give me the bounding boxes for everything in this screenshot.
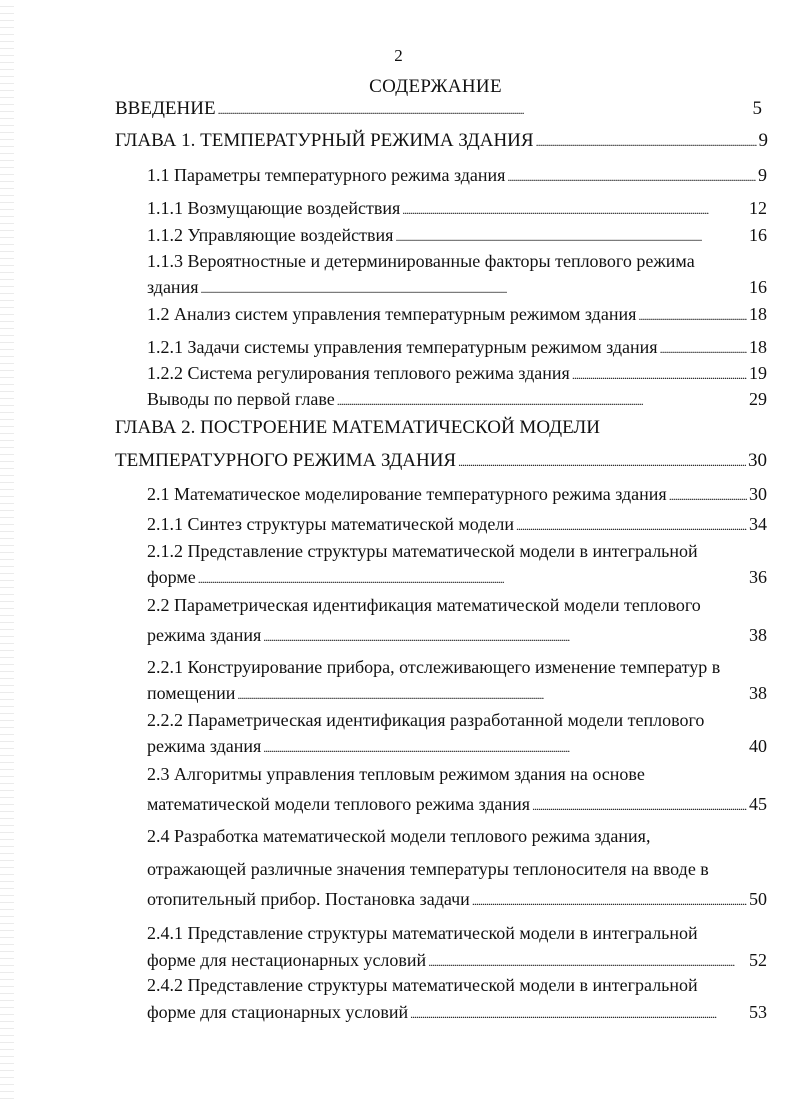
toc-entry-1-1-3 [147, 276, 767, 300]
dot-leader [536, 130, 757, 153]
toc-entry-2-1 [147, 483, 767, 507]
toc-entry-2-4-1-line1: 2.4.1 Представление структуры математической модели в интегральной [147, 923, 698, 943]
toc-entry-title: здания [147, 277, 199, 297]
toc-entry-chapter-1 [115, 130, 768, 153]
toc-entry-2-2-2 [147, 735, 767, 759]
toc-entry-title: 1.2.2 Система регулирования теплового режима здания [147, 363, 570, 383]
toc-page-number: 40 [749, 736, 767, 756]
toc-entry-2-4 [147, 888, 767, 912]
dot-leader [458, 450, 746, 473]
toc-entry-title: отопительный прибор. Постановка задачи [147, 889, 470, 909]
toc-entry-title: ТЕМПЕРАТУРНОГО РЕЖИМА ЗДАНИЯ [115, 450, 457, 471]
dot-leader [263, 735, 747, 759]
toc-entry-title: 2.1 Математическое моделирование температурного режима здания [147, 484, 667, 504]
dot-leader [532, 793, 747, 817]
dot-leader [200, 276, 747, 300]
toc-page-number: 52 [749, 950, 767, 970]
dot-leader [638, 303, 747, 327]
page-title: СОДЕРЖАНИЕ [369, 76, 502, 97]
toc-entry-chapter-2-line1: ГЛАВА 2. ПОСТРОЕНИЕ МАТЕМАТИЧЕСКОЙ МОДЕЛИ [115, 417, 601, 438]
dot-leader [198, 566, 747, 590]
toc-page-number: 53 [749, 1002, 767, 1022]
toc-entry-1-1-2 [147, 224, 767, 248]
toc-entry-2-1-2-line1: 2.1.2 Представление структуры математической модели в интегральной [147, 541, 698, 561]
toc-entry-title: ГЛАВА 1. ТЕМПЕРАТУРНЫЙ РЕЖИМА ЗДАНИЯ [115, 130, 534, 151]
toc-entry-title: математической модели теплового режима здания [147, 794, 531, 814]
toc-entry-title: 1.2 Анализ систем управления температурным режимом здания [147, 304, 637, 324]
toc-page-number: 19 [749, 363, 767, 383]
toc-entry-title: форме [147, 567, 196, 587]
toc-page-number: 16 [749, 225, 767, 245]
dot-leader [428, 949, 747, 973]
toc-entry-1-1-1 [147, 197, 767, 221]
toc-entry-2-1-1 [147, 513, 767, 537]
toc-entry-1-2-2 [147, 362, 767, 386]
toc-page-number: 16 [749, 277, 767, 297]
toc-entry-2-4-line2: отражающей различные значения температуры теплоносителя на вводе в [147, 859, 709, 879]
toc-entry-title: 1.1.2 Управляющие воздействия [147, 225, 394, 245]
toc-entry-1-1-3-line1: 1.1.3 Вероятностные и детерминированные факторы теплового режима [147, 251, 695, 271]
toc-entry-chapter-2 [115, 450, 767, 473]
toc-entry-1-2 [147, 303, 767, 327]
toc-entry-title: 1.1.1 Возмущающие воздействия [147, 198, 401, 218]
dot-leader [337, 388, 747, 412]
toc-page-number: 50 [749, 889, 767, 909]
toc-page-number: 38 [749, 683, 767, 703]
toc-page-number: 45 [749, 794, 767, 814]
toc-entry-2-4-1 [147, 949, 767, 973]
toc-entry-1-2-1 [147, 336, 767, 360]
toc-entry-2-4-line1: 2.4 Разработка математической модели теплового режима здания, [147, 826, 651, 846]
toc-entry-title: 1.2.1 Задачи системы управления температурным режимом здания [147, 337, 658, 357]
toc-page-number: 38 [749, 625, 767, 645]
dot-leader [395, 224, 747, 248]
toc-page-number: 9 [758, 130, 768, 151]
dot-leader [402, 197, 747, 221]
toc-page-number: 9 [758, 165, 767, 185]
toc-page-number: 34 [749, 514, 767, 534]
toc-entry-1-1 [147, 164, 767, 188]
toc-entry-title: 2.1.1 Синтез структуры математической модели [147, 514, 515, 534]
dot-leader [218, 98, 751, 121]
toc-entry-2-1-2 [147, 566, 767, 590]
dot-leader [410, 1001, 747, 1025]
dot-leader [572, 362, 747, 386]
toc-page-number: 30 [749, 484, 767, 504]
toc-page-number: 36 [749, 567, 767, 587]
toc-entry-2-4-2 [147, 1001, 767, 1025]
toc-entry-2-2-1 [147, 682, 767, 706]
toc-entry-2-2-line1: 2.2 Параметрическая идентификация математической модели теплового [147, 595, 701, 615]
toc-entry-title: форме для стационарных условий [147, 1002, 409, 1022]
dot-leader [669, 483, 747, 507]
dot-leader [507, 164, 756, 188]
toc-page-number: 5 [752, 98, 762, 119]
toc-entry-introduction [115, 98, 762, 121]
toc-entry-title: режима здания [147, 736, 262, 756]
toc-entry-2-3-line1: 2.3 Алгоритмы управления тепловым режимом здания на основе [147, 764, 645, 784]
toc-entry-title: ВВЕДЕНИЕ [115, 98, 216, 119]
toc-entry-conclusions-1 [147, 388, 767, 412]
toc-entry-2-4-2-line1: 2.4.2 Представление структуры математической модели в интегральной [147, 975, 698, 995]
dot-leader [237, 682, 747, 706]
toc-page-number: 12 [749, 198, 767, 218]
toc-entry-title: помещении [147, 683, 236, 703]
toc-entry-2-2-2-line1: 2.2.2 Параметрическая идентификация разработанной модели теплового [147, 710, 705, 730]
toc-entry-title: форме для нестационарных условий [147, 950, 427, 970]
toc-page-number: 29 [749, 389, 767, 409]
toc-entry-2-2 [147, 624, 767, 648]
dot-leader [660, 336, 747, 360]
page-number: 2 [394, 46, 403, 65]
toc-entry-title: режима здания [147, 625, 262, 645]
toc-entry-title: Выводы по первой главе [147, 389, 335, 409]
toc-page-number: 30 [748, 450, 767, 471]
dot-leader [263, 624, 747, 648]
toc-entry-2-3 [147, 793, 767, 817]
toc-entry-2-2-1-line1: 2.2.1 Конструирование прибора, отслеживающего изменение температур в [147, 657, 721, 677]
dot-leader [472, 888, 747, 912]
dot-leader [516, 513, 747, 537]
toc-page-number: 18 [749, 304, 767, 324]
toc-entry-title: 1.1 Параметры температурного режима здания [147, 165, 506, 185]
toc-page-number: 18 [749, 337, 767, 357]
